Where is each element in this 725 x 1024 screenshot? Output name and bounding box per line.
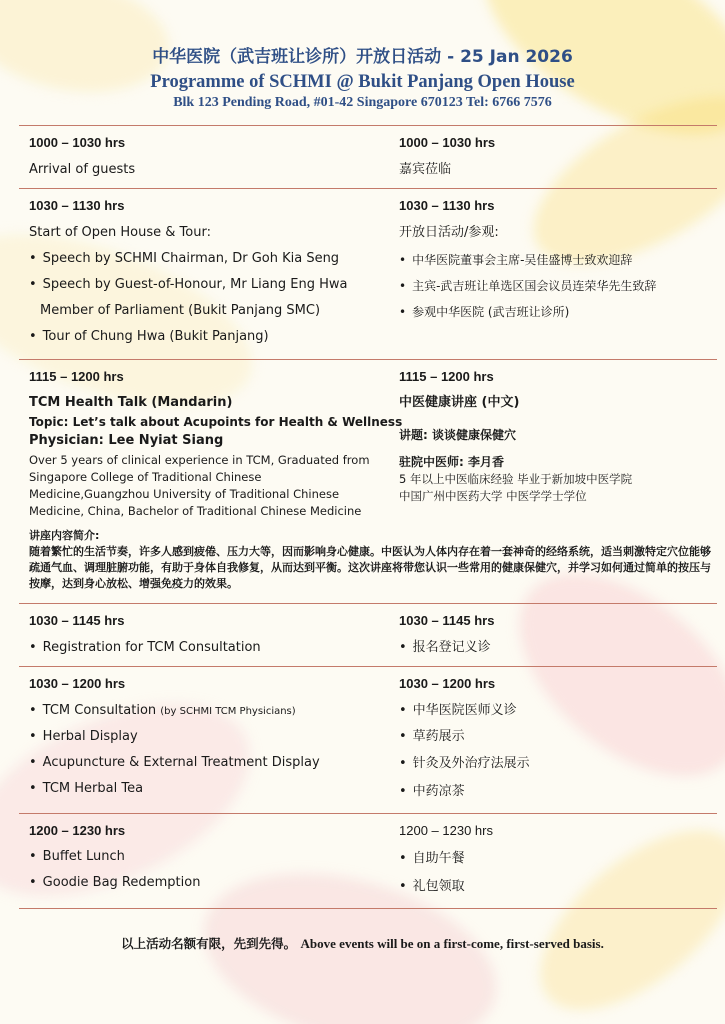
bullet-item: • 针灸及外治疗法展示 (399, 756, 530, 772)
bullet-item: • Goodie Bag Redemption (29, 875, 200, 891)
time-slot: 1030 – 1130 hrs (29, 198, 125, 213)
talk-topic: 讲题: 谈谈健康保健穴 (399, 428, 516, 442)
bullet-item: • 报名登记义诊 (399, 640, 491, 656)
schedule-row-consultation (19, 667, 717, 814)
bullet-item: • 礼包领取 (399, 879, 465, 895)
time-slot: 1030 – 1200 hrs (29, 676, 126, 691)
footer-note (0, 934, 725, 952)
bullet-item: • 中华医院医师义诊 (399, 703, 517, 719)
time-slot: 1030 – 1145 hrs (29, 613, 125, 628)
physician-bio: Singapore College of Traditional Chinese (29, 470, 262, 484)
activity-line: 开放日活动/参观: (399, 225, 499, 240)
activity-line: Arrival of guests (29, 162, 136, 177)
time-slot: 1030 – 1200 hrs (399, 676, 496, 691)
bullet-item: • 中华医院董事会主席-吴佳盛博士致欢迎辞 (399, 253, 632, 268)
schedule-table (19, 125, 717, 909)
bullet-item: • Buffet Lunch (29, 849, 125, 865)
bullet-item (29, 703, 296, 720)
description-heading: 讲座内容简介: (29, 529, 100, 542)
bullet-item: • Tour of Chung Hwa (Bukit Panjang) (29, 329, 269, 345)
activity-line: Member of Parliament (Bukit Panjang SMC) (40, 303, 321, 318)
time-slot: 1115 – 1200 hrs (399, 369, 494, 384)
time-slot: 1200 – 1230 hrs (29, 823, 126, 838)
physician-bio: 中国广州中医药大学 中医学学士学位 (399, 489, 587, 503)
bullet-item: • 草药展示 (399, 729, 465, 745)
schedule-row-open-house (19, 189, 717, 360)
page-title-chinese: 中华医院（武吉班让诊所）开放日活动 - 25 Jan 2026 (152, 47, 573, 67)
time-slot: 1000 – 1030 hrs (29, 135, 126, 150)
physician-bio: Medicine, China, Bachelor of Traditional Chinese Medicine (29, 504, 362, 518)
page-title-english: Programme of SCHMI @ Bukit Panjang Open House (150, 72, 575, 92)
bullet-item: • 中药凉茶 (399, 784, 465, 800)
bullet-item: • 参观中华医院 (武吉班让诊所) (399, 305, 569, 320)
time-slot: 1115 – 1200 hrs (29, 369, 124, 384)
time-slot: 1200 – 1230 hrs (399, 823, 493, 838)
page-header (0, 0, 725, 112)
bullet-item: • Acupuncture & External Treatment Display (29, 755, 320, 771)
bullet-item: • 自助午餐 (399, 851, 465, 867)
physician-bio: Medicine,Guangzhou University of Traditional Chinese (29, 487, 340, 501)
bullet-item: • TCM Herbal Tea (29, 781, 143, 797)
bullet-item: • Registration for TCM Consultation (29, 640, 261, 656)
talk-title: TCM Health Talk (Mandarin) (29, 395, 233, 410)
bullet-text: TCM Consultation (42, 703, 157, 718)
time-slot: 1030 – 1130 hrs (399, 198, 495, 213)
bullet-item: • Speech by SCHMI Chairman, Dr Goh Kia Seng (29, 251, 339, 267)
talk-description (29, 528, 711, 592)
address-line: Blk 123 Pending Road, #01-42 Singapore 670123 Tel: 6766 7576 (173, 95, 552, 110)
activity-line: Start of Open House & Tour: (29, 225, 211, 240)
time-slot: 1000 – 1030 hrs (399, 135, 496, 150)
footer-chinese: 以上活动名额有限，先到先得。 (121, 936, 297, 951)
schedule-row-health-talk (19, 360, 717, 604)
time-slot: 1030 – 1145 hrs (399, 613, 495, 628)
activity-line: 嘉宾莅临 (399, 162, 452, 177)
schedule-row-arrival (19, 126, 717, 189)
talk-title: 中医健康讲座 (中文) (399, 395, 520, 410)
talk-physician: Physician: Lee Nyiat Siang (29, 433, 224, 448)
bullet-item: • Herbal Display (29, 729, 138, 745)
physician-bio: Over 5 years of clinical experience in TCM, Graduated from (29, 453, 370, 467)
bullet-item: • 主宾-武吉班让单选区国会议员连荣华先生致辞 (399, 279, 656, 294)
physician-bio: 5 年以上中医临床经验 毕业于新加坡中医学院 (399, 472, 633, 486)
talk-topic: Topic: Let’s talk about Acupoints for Health & Wellness (29, 415, 403, 429)
schedule-row-registration (19, 604, 717, 667)
schedule-row-lunch (19, 814, 717, 909)
bullet-item: • Speech by Guest-of-Honour, Mr Liang Eng Hwa (29, 277, 348, 293)
description-body: 随着繁忙的生活节奏，许多人感到疲倦、压力大等，因而影响身心健康。中医认为人体内存在着一套神奇的经络系统，适当刺激特定穴位能够疏通气血、调理脏腑功能，有助于身体自我修复，从而达到平衡。这次讲座将带您认识一些常用的健康保健穴，并学习如何通过简单的按压与按摩，达到身心放松、增强免疫力的效果。 (29, 545, 711, 590)
bullet-note: (by SCHMI TCM Physicians) (160, 706, 296, 717)
footer-english: Above events will be on a first-come, first-served basis. (300, 936, 604, 951)
talk-physician: 驻院中医师: 李月香 (399, 455, 504, 469)
